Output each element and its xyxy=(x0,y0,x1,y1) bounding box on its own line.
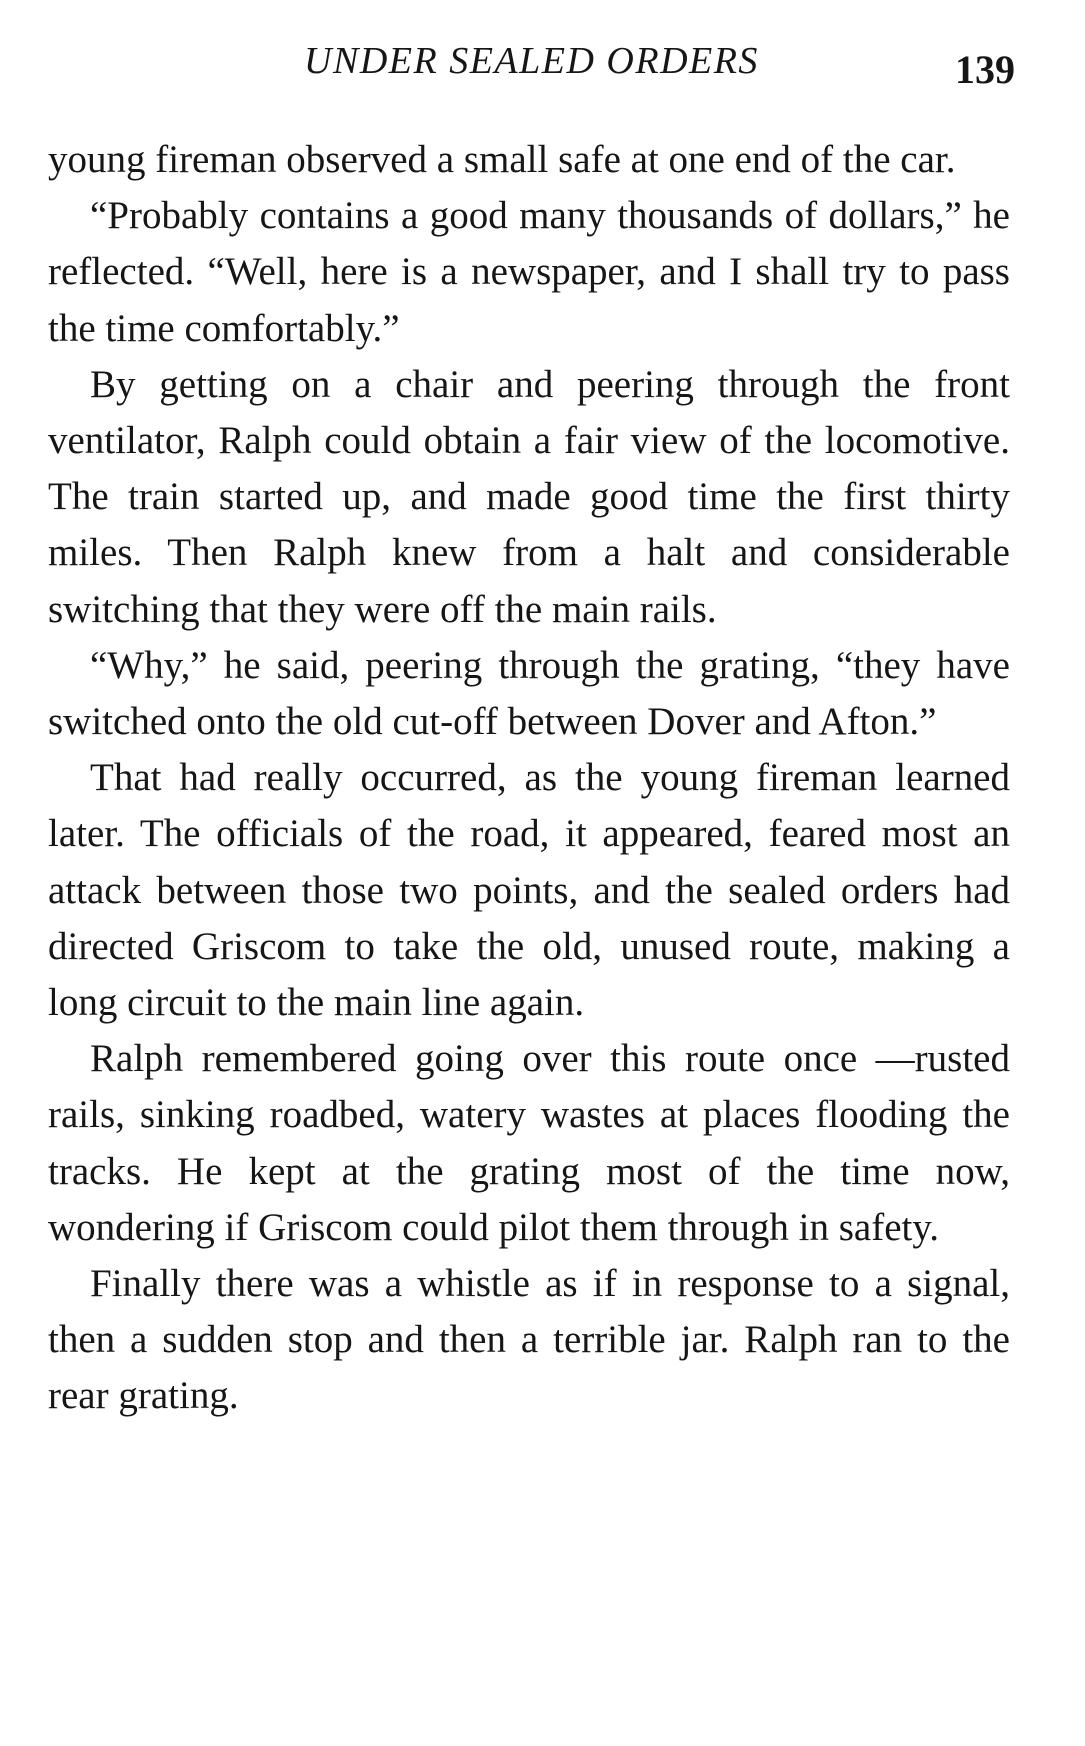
body-text xyxy=(48,132,1010,1425)
paragraph-5: That had really occurred, as the young fireman learned later. The officials of the road, it appeared, feared most an attack between those two points, and the sealed orders had directed Griscom to take the old, unused route, making a long circuit to the main line again. xyxy=(48,756,1010,1025)
running-title: UNDER SEALED ORDERS xyxy=(304,40,759,82)
paragraph-2: “Probably contains a good many thousands of dollars,” he reflected. “Well, here is a newspaper, and I shall try to pass the time comfortably.” xyxy=(48,194,1010,350)
paragraph-1: young fireman observed a small safe at one end of the car. xyxy=(48,138,956,181)
paragraph-7: Finally there was a whistle as if in response to a signal, then a sudden stop and then a terrible jar. Ralph ran to the rear grating. xyxy=(48,1262,1010,1418)
paragraph-6: Ralph remembered going over this route once —rusted rails, sinking roadbed, watery wastes at places flooding the tracks. He kept at the grating most of the time now, wondering if Griscom could pilot them through in safety. xyxy=(48,1037,1010,1249)
running-head xyxy=(48,38,1015,98)
page-number: 139 xyxy=(955,47,1015,92)
paragraph-3: By getting on a chair and peering through the front ventilator, Ralph could obtain a fair view of the locomotive. The train started up, and made good time the first thirty miles. Then Ralph knew from a halt and considerable switching that they were off the main rails. xyxy=(48,362,1010,631)
paragraph-4: “Why,” he said, peering through the grating, “they have switched onto the old cut-off between Dover and Afton.” xyxy=(48,643,1010,744)
